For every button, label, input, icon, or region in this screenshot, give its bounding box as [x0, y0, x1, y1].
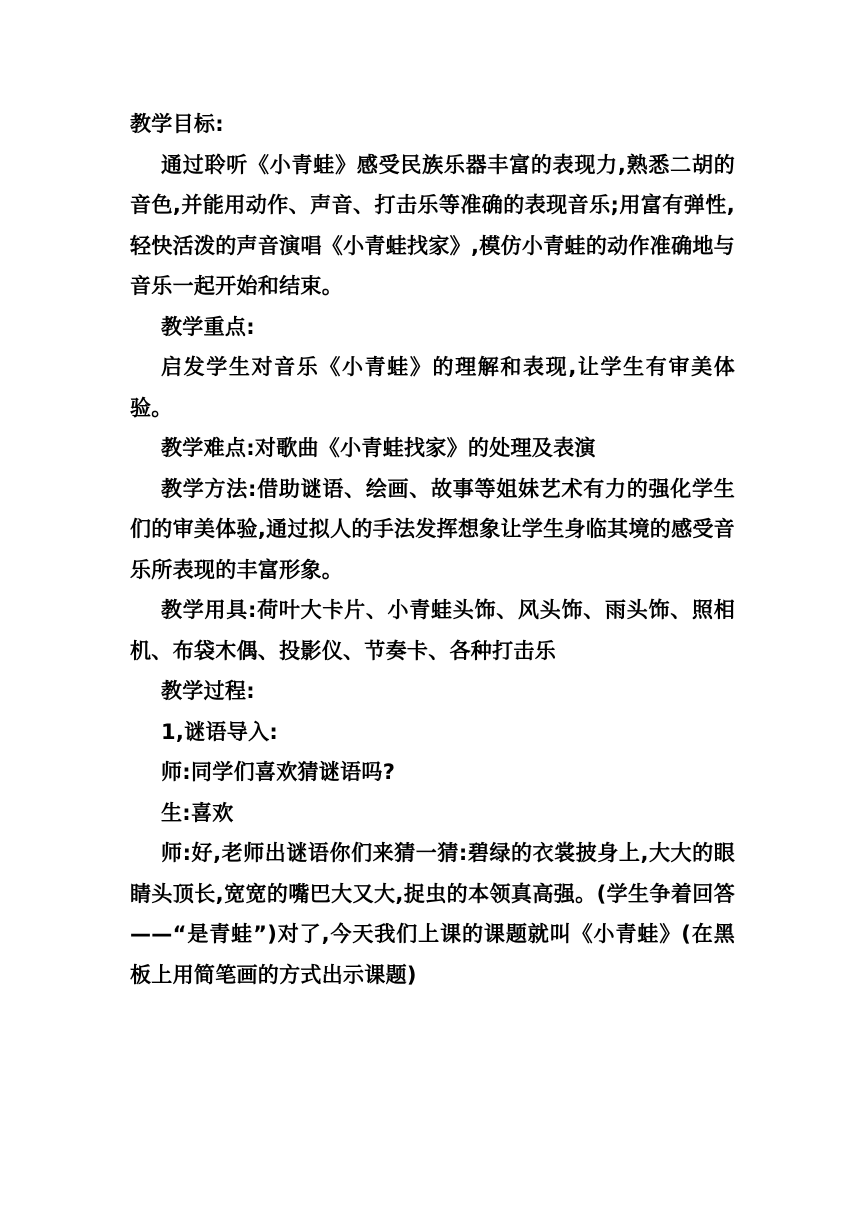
- document-page: [130, 104, 735, 995]
- heading-riddle-intro: 1,谜语导入:: [161, 719, 279, 744]
- dialogue-teacher-riddle: 师:好,老师出谜语你们来猜一猜:碧绿的衣裳披身上,大大的眼睛头顶长,宽宽的嘴巴大又大,捉虫的本领真高强。(学生争着回答——“是青蛙”)对了,今天我们上课的课题就叫《小青蛙》(在黑板上用简笔画的方式出示课题): [130, 841, 735, 987]
- dialogue-teacher-question: 师:同学们喜欢猜谜语吗?: [161, 760, 396, 784]
- dialogue-student-answer: 生:喜欢: [161, 800, 234, 825]
- heading-teaching-goals: 教学目标:: [130, 112, 224, 136]
- paragraph-teaching-goals: 通过聆听《小青蛙》感受民族乐器丰富的表现力,熟悉二胡的音色,并能用动作、声音、打击乐等准确的表现音乐;用富有弹性,轻快活泼的声音演唱《小青蛙找家》,模仿小青蛙的动作准确地与音乐一起开始和结束。: [130, 152, 735, 298]
- paragraph-teaching-focus: 启发学生对音乐《小青蛙》的理解和表现,让学生有审美体验。: [130, 355, 735, 420]
- paragraph-teaching-difficulty: 教学难点:对歌曲《小青蛙找家》的处理及表演: [161, 436, 596, 460]
- heading-teaching-focus: 教学重点:: [161, 314, 255, 339]
- paragraph-teaching-tools: 教学用具:荷叶大卡片、小青蛙头饰、风头饰、雨头饰、照相机、布袋木偶、投影仪、节奏卡、各种打击乐: [130, 598, 735, 663]
- heading-teaching-process: 教学过程:: [161, 679, 255, 703]
- paragraph-teaching-method: 教学方法:借助谜语、绘画、故事等姐妹艺术有力的强化学生们的审美体验,通过拟人的手法发挥想象让学生身临其境的感受音乐所表现的丰富形象。: [130, 476, 735, 582]
